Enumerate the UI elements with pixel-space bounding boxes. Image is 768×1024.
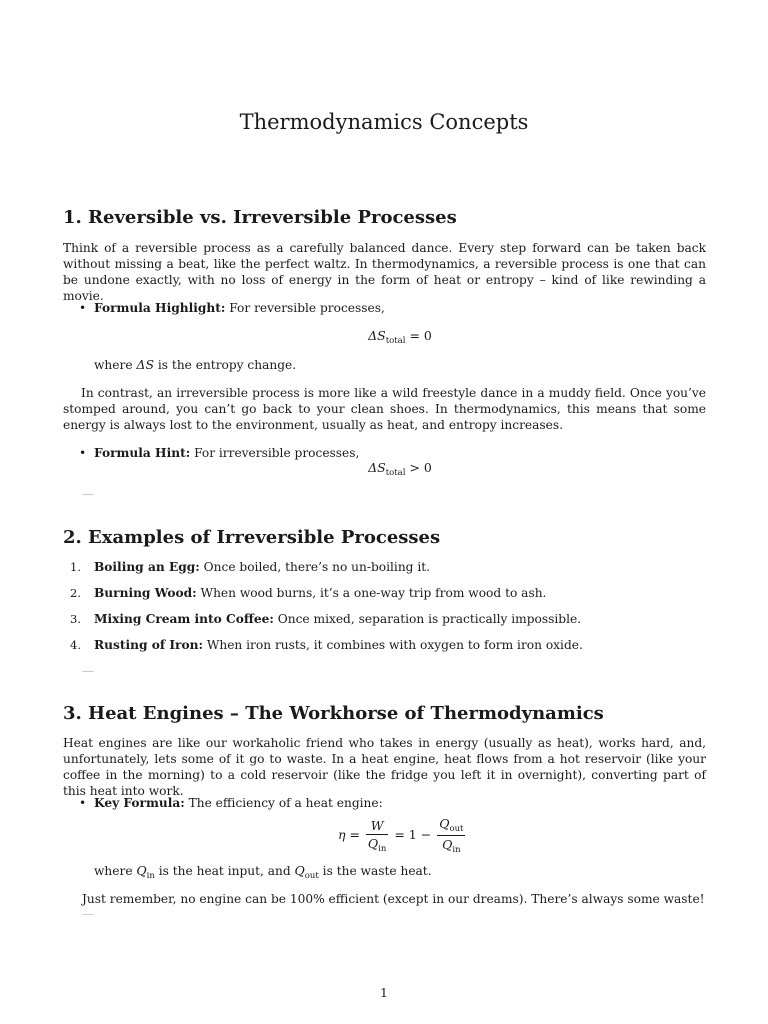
eq-subscript: total — [385, 336, 406, 346]
equation-efficiency — [338, 816, 467, 855]
q-symbol: Q — [294, 863, 305, 878]
eq-lhs: ΔS — [368, 460, 386, 475]
list-item-text: Once mixed, separation is practically impossible. — [277, 612, 582, 626]
list-item-text: Once boiled, there’s no un-boiling it. — [203, 560, 431, 574]
bullet-dot: • — [79, 796, 87, 810]
note-text-end: is the waste heat. — [318, 864, 432, 878]
fraction-heat — [437, 816, 465, 855]
list-number: 1. — [70, 560, 81, 574]
q-symbol: Q — [136, 863, 147, 878]
section-divider: — — [82, 487, 94, 501]
section-1-contrast: In contrast, an irreversible process is more like a wild freestyle dance in a muddy field. Once you’ve stomped around, you can’t go back to your clean shoes. In thermodynamics, this means that some energy is always lost to the environment, usually as heat, and entropy increases. — [63, 386, 706, 432]
subscript-in: in — [452, 845, 461, 855]
bullet-label: Key Formula: — [94, 796, 185, 810]
equation-irreversible — [0, 460, 768, 478]
section-1-heading: 1. Reversible vs. Irreversible Processes — [63, 207, 457, 228]
page-number: 1 — [380, 986, 388, 1000]
heat-note — [94, 863, 432, 884]
eq-rhs: = 0 — [405, 328, 432, 343]
list-item-label: Mixing Cream into Coffee: — [94, 612, 274, 626]
equation-reversible — [0, 328, 768, 346]
bullet-text: The efficiency of a heat engine: — [188, 796, 383, 810]
subscript-out: out — [449, 824, 464, 834]
note-symbol: ΔS — [136, 357, 155, 372]
section-divider: — — [82, 664, 94, 678]
list-number: 3. — [70, 612, 81, 626]
bullet-dot: • — [79, 301, 87, 315]
bullet-text: For reversible processes, — [229, 301, 385, 315]
bullet-formula-hint — [80, 445, 359, 461]
q-symbol: Q — [442, 837, 453, 852]
subscript-in: in — [378, 843, 387, 854]
q-symbol: Q — [439, 816, 450, 831]
list-number: 2. — [70, 586, 81, 600]
section-3-intro: Heat engines are like our workaholic friend who takes in energy (usually as heat), works hard, and, unfortunately, lets some of it go to waste. In a heat engine, heat flows from a hot reservoir (like your coffee in the morning) to a cold reservoir (like the fridge you left it in overnight), converting part of this heat into work. — [63, 736, 706, 798]
section-3-heading: 3. Heat Engines – The Workhorse of Thermodynamics — [63, 703, 604, 724]
bullet-dot: • — [79, 446, 87, 460]
eq-eta: η = — [338, 827, 360, 842]
numerator: W — [366, 818, 388, 835]
eq-rhs: > 0 — [405, 460, 432, 475]
section-divider: — — [82, 907, 94, 921]
list-item-text: When wood burns, it’s a one-way trip from wood to ash. — [200, 586, 547, 600]
list-number: 4. — [70, 638, 81, 652]
bullet-text: For irreversible processes, — [194, 446, 360, 460]
eq-middle: = 1 − — [394, 827, 432, 842]
subscript-out: out — [304, 871, 319, 881]
entropy-note — [94, 357, 296, 373]
bullet-label: Formula Hint: — [94, 446, 191, 460]
list-item-label: Rusting of Iron: — [94, 638, 203, 652]
note-text-end: is the entropy change. — [154, 358, 297, 372]
list-item — [70, 611, 581, 627]
section-2-heading: 2. Examples of Irreversible Processes — [63, 527, 441, 548]
eq-subscript: total — [385, 468, 406, 478]
fraction-work — [366, 818, 388, 854]
list-item-label: Burning Wood: — [94, 586, 197, 600]
bullet-key-formula — [80, 795, 383, 811]
list-item-text: When iron rusts, it combines with oxygen to form iron oxide. — [206, 638, 583, 652]
bullet-label: Formula Highlight: — [94, 301, 226, 315]
note-text: where — [94, 358, 137, 372]
q-symbol: Q — [367, 835, 379, 851]
note-text-mid: is the heat input, and — [154, 864, 295, 878]
list-item — [70, 585, 546, 601]
bullet-formula-highlight — [80, 300, 385, 316]
list-item-label: Boiling an Egg: — [94, 560, 200, 574]
closing-remark: Just remember, no engine can be 100% efficient (except in our dreams). There’s always some waste! — [82, 892, 705, 906]
note-text: where — [94, 864, 137, 878]
list-item — [70, 559, 430, 575]
list-item — [70, 637, 583, 653]
subscript-in: in — [146, 871, 155, 881]
eq-lhs: ΔS — [368, 328, 386, 343]
section-1-intro: Think of a reversible process as a carefully balanced dance. Every step forward can be taken back without missing a beat, like the perfect waltz. In thermodynamics, a reversible process is one that can be undone exactly, with no loss of energy in the form of heat or entropy – kind of like rewinding a movie. — [63, 241, 706, 303]
page-title: Thermodynamics Concepts — [239, 110, 529, 134]
